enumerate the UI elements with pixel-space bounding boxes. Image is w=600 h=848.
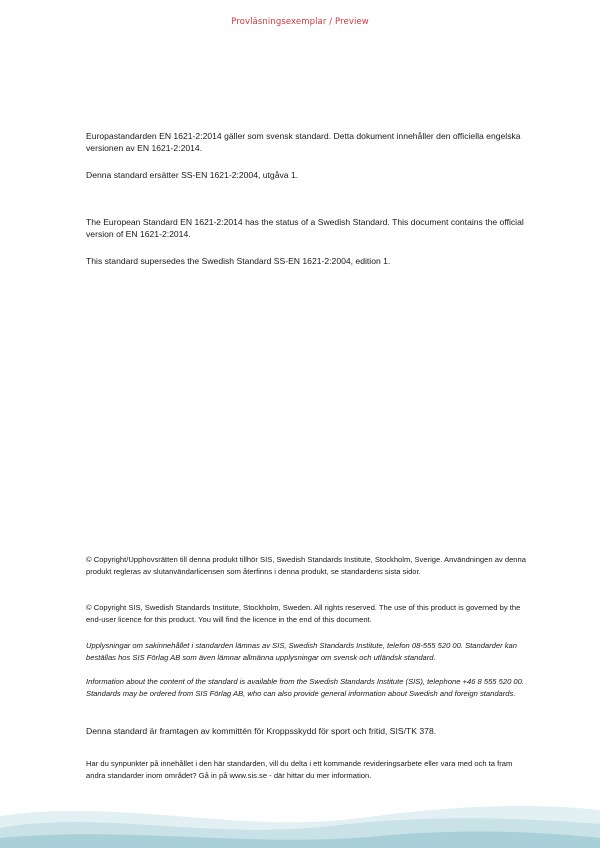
swedish-intro-text: Europastandarden EN 1621-2:2014 gäller som svensk standard. Detta dokument innehåller den officiella engelska versionen av EN 1621-2:2014. — [86, 131, 521, 153]
swedish-replaces-text: Denna standard ersätter SS-EN 1621-2:2004, utgåva 1. — [86, 170, 299, 180]
information-english: Information about the content of the standard is available from the Swedish Standards Institute (SIS), telephone +46 8 555 520 00. Standards may be ordered from SIS Förlag AB, who can also provide general information about Swedish and foreign standards. — [86, 677, 524, 698]
copyright-english: © Copyright SIS, Swedish Standards Institute, Stockholm, Sweden. All rights reserved. The use of this product is governed by the end-user licence for this product. You will find the licence in the end of this document. — [86, 603, 521, 624]
information-swedish: Upplysningar om sakinnehållet i standarden lämnas av SIS, Swedish Standards Institute, telefon 08-555 520 00. Standarder kan beställas hos SIS Förlag AB som även lämnar allmänna upplysningar om svensk och utländsk standard. — [86, 641, 517, 662]
feedback-text: Har du synpunkter på innehållet i den här standarden, vill du delta i ett kommande revideringsarbete eller vara med och ta fram andra standarder inom området? Gå in på www.sis.se - där hittar du mer information. — [86, 759, 513, 780]
copyright-swedish: © Copyright/Upphovsrätten till denna produkt tillhör SIS, Swedish Standards Institute, Stockholm, Sverige. Användningen av denna produkt regleras av slutanvändarlicensen som återfinns i denna produkt, se standardens sista sidor. — [86, 555, 526, 576]
decorative-wave-footer — [0, 788, 600, 848]
preview-banner: Provläsningsexemplar / Preview — [231, 17, 369, 27]
english-supersedes-text: This standard supersedes the Swedish Standard SS-EN 1621-2:2004, edition 1. — [86, 256, 391, 266]
committee-statement: Denna standard är framtagen av kommittén för Kroppsskydd för sport och fritid, SIS/TK 378. — [86, 726, 437, 736]
english-intro-text: The European Standard EN 1621-2:2014 has the status of a Swedish Standard. This document contains the official version of EN 1621-2:2014. — [86, 217, 524, 239]
